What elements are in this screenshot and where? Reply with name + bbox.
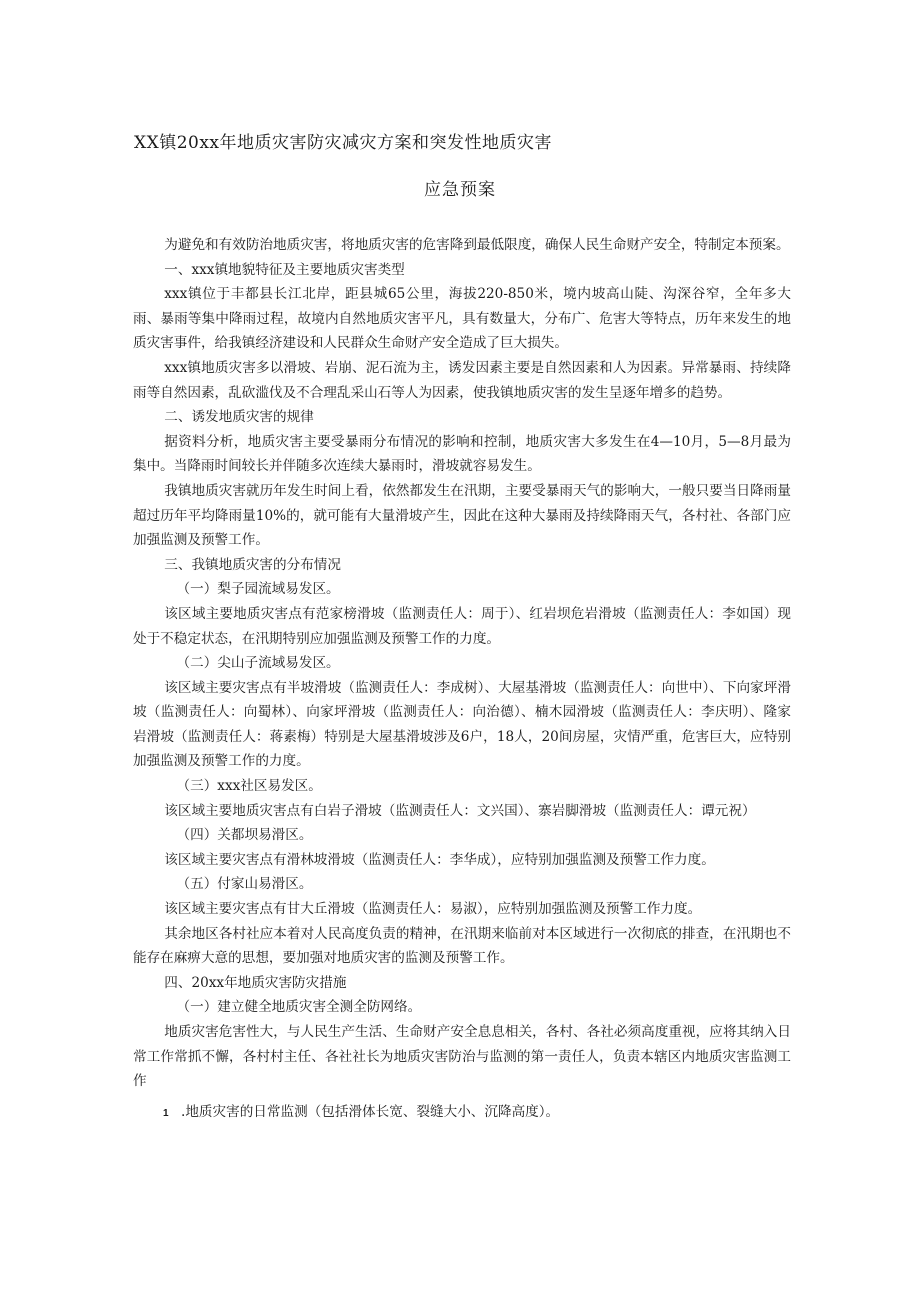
document-subtitle: 应急预案 <box>424 180 496 200</box>
document-title: XX镇20xx年地质灾害防灾减灾方案和突发性地质灾害 <box>134 133 553 153</box>
subsection-heading: （二）尖山子流域易发区。 <box>176 655 340 672</box>
section-heading: 二、诱发地质灾害的规律 <box>164 409 314 426</box>
section-heading: 三、我镇地质灾害的分布情况 <box>164 556 341 573</box>
paragraph: 该区域主要灾害点有滑林坡滑坡（监测责任人：李华成），应特别加强监测及预警工作力度。 <box>164 851 715 868</box>
paragraph: 据资料分析，地质灾害主要受暴雨分布情况的影响和控制，地质灾害大多发生在4—10月，5—8月最为集中。当降雨时间较长并伴随多次连续大暴雨时，滑坡就容易发生。 <box>133 433 791 475</box>
paragraph: xxx镇地质灾害多以滑坡、岩崩、泥石流为主，诱发因素主要是自然因素和人为因素。异常暴雨、持续降雨等自然因素，乱砍滥伐及不合理乱采山石等人为因素，使我镇地质灾害的发生呈逐年增多的趋势。 <box>133 359 791 401</box>
subsection-heading: （一）梨子园流域易发区。 <box>176 581 340 598</box>
list-item-number: 1 <box>163 1107 169 1119</box>
paragraph: 该区域主要地质灾害点有范家榜滑坡（监测责任人：周于）、红岩坝危岩滑坡（监测责任人：李如国）现处于不稳定状态，在汛期特别应加强监测及预警工作的力度。 <box>133 605 791 647</box>
paragraph: 我镇地质灾害就历年发生时间上看，依然都发生在汛期，主要受暴雨天气的影响大，一般只要当日降雨量超过历年平均降雨量10%的，就可能有大量滑坡产生，因此在这种大暴雨及持续降雨天气，各村社、各部门应加强监测及预警工作。 <box>133 482 791 549</box>
paragraph: 该区域主要灾害点有半坡滑坡（监测责任人：李成树）、大屋基滑坡（监测责任人：向世中）、下向家坪滑坡（监测责任人：向蜀林）、向家坪滑坡（监测责任人：向治德）、楠木园滑坡（监测责任人：李庆明）、隆家岩滑坡（监测责任人：蒋素梅）特别是大屋基滑坡涉及6户，18人，20间房屋，灾情严重，危害巨大，应特别加强监测及预警工作的力度。 <box>133 679 791 770</box>
document-body <box>133 233 791 1126</box>
list-item <box>133 1100 791 1127</box>
paragraph: 其余地区各村社应本着对人民高度负责的精神，在汛期来临前对本区域进行一次彻底的排查，在汛期也不能存在麻痹大意的思想，要加强对地质灾害的监测及预警工作。 <box>133 925 791 967</box>
subsection-heading: （五）付家山易滑区。 <box>176 876 313 893</box>
paragraph: 该区域主要灾害点有甘大丘滑坡（监测责任人：易淑），应特别加强监测及预警工作力度。 <box>164 901 702 918</box>
subsection-heading: （一）建立健全地质灾害全测全防网络。 <box>176 999 422 1016</box>
paragraph: xxx镇位于丰都县长江北岸，距县城65公里，海拔220-850米，境内坡高山陡、沟深谷窄，全年多大雨、暴雨等集中降雨过程，故境内自然地质灾害平凡，具有数量大，分布广、危害大等特点，历年来发生的地质灾害事件，给我镇经济建设和人民群众生命财产安全造成了巨大损失。 <box>133 286 791 352</box>
section-heading: 四、20xx年地质灾害防灾措施 <box>164 974 347 991</box>
paragraph: 该区域主要地质灾害点有白岩子滑坡（监测责任人：文兴国）、寨岩脚滑坡（监测责任人：谭元祝） <box>164 802 756 819</box>
paragraph: 为避免和有效防治地质灾害，将地质灾害的危害降到最低限度，确保人民生命财产安全，特制定本预案。 <box>164 237 790 253</box>
paragraph: 地质灾害危害性大，与人民生产生活、生命财产安全息息相关，各村、各社必须高度重视，应将其纳入日常工作常抓不懈，各村村主任、各社社长为地质灾害防治与监测的第一责任人，负责本辖区内地质灾害监测工作 <box>133 1024 791 1090</box>
section-heading: 一、xxx镇地貌特征及主要地质灾害类型 <box>164 261 405 278</box>
list-item-text: .地质灾害的日常监测（包括滑体长宽、裂缝大小、沉降高度）。 <box>181 1103 560 1120</box>
subsection-heading: （三）xxx社区易发区。 <box>176 778 322 795</box>
subsection-heading: （四）关都坝易滑区。 <box>176 827 313 844</box>
